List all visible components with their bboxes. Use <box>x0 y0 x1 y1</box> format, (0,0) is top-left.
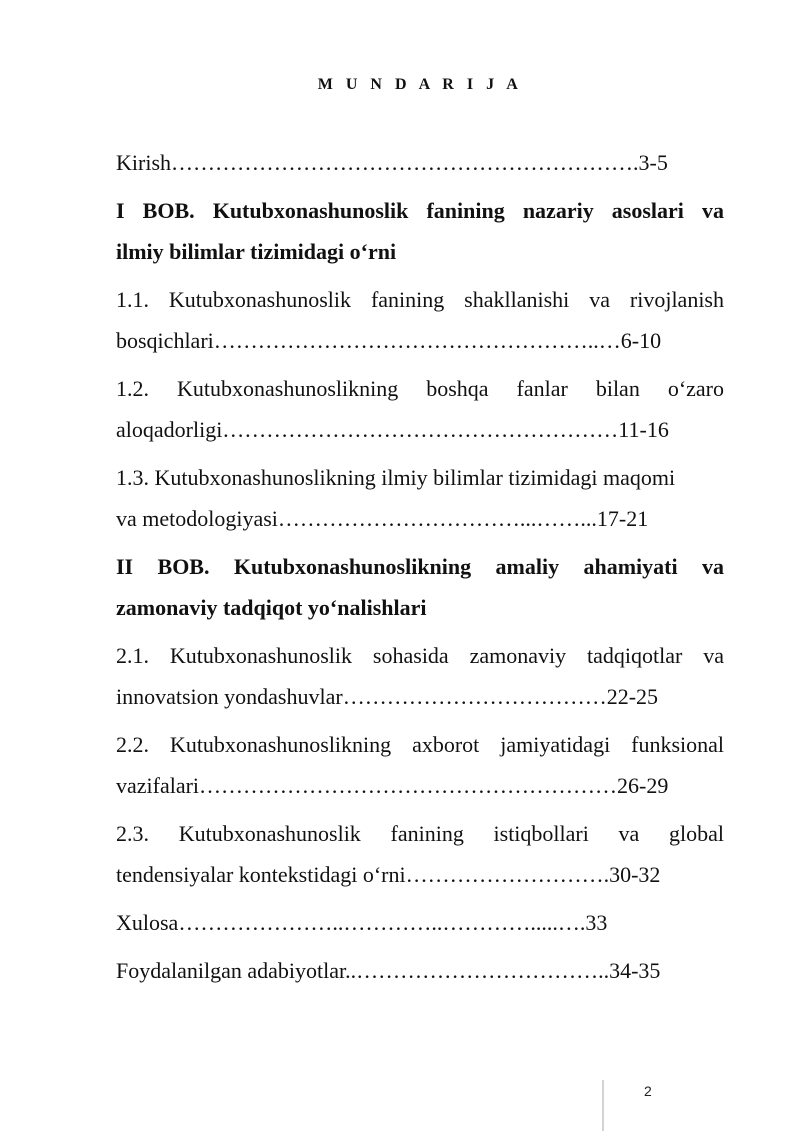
toc-line: 1.3. Kutubxonashunoslikning ilmiy bilimlar tizimidagi maqomi <box>116 465 676 490</box>
table-of-contents <box>116 142 724 998</box>
toc-entry-1-1 <box>116 279 724 361</box>
toc-chapter-1-heading <box>116 190 724 272</box>
toc-line: bosqichlari……………………………………………..…6-10 <box>116 328 662 353</box>
page-title: M U N D A R I J A <box>317 76 523 93</box>
footer-divider <box>602 1080 604 1131</box>
toc-line: tendensiyalar kontekstidagi o‘rni……………………….30-32 <box>116 862 661 887</box>
page-number: 2 <box>644 1083 652 1099</box>
toc-line: II BOB. Kutubxonashunoslikning amaliy ahamiyati va <box>116 554 724 579</box>
toc-line: vazifalari…………………………………………………26-29 <box>116 773 669 798</box>
toc-line: va metodologiyasi……………………………...……...17-21 <box>116 506 649 531</box>
toc-entry-1-2 <box>116 368 724 450</box>
toc-line: 1.2. Kutubxonashunoslikning boshqa fanlar bilan o‘zaro <box>116 376 724 401</box>
toc-chapter-2-heading <box>116 546 724 628</box>
toc-entry-2-3 <box>116 813 724 895</box>
toc-line: Foydalanilgan adabiyotlar..……………………………..34-35 <box>116 958 661 983</box>
toc-line: Xulosa…………………..…………..………….....….33 <box>116 910 608 935</box>
toc-line: aloqadorligi………………………………………………11-16 <box>116 417 669 442</box>
toc-line: 2.1. Kutubxonashunoslik sohasida zamonaviy tadqiqotlar va <box>116 643 724 668</box>
toc-line: 1.1. Kutubxonashunoslik fanining shakllanishi va rivojlanish <box>116 287 724 312</box>
toc-line: innovatsion yondashuvlar………………………………22-25 <box>116 684 659 709</box>
toc-entry-2-2 <box>116 724 724 806</box>
toc-entry-2-1 <box>116 635 724 717</box>
toc-line: 2.3. Kutubxonashunoslik fanining istiqbollari va global <box>116 821 724 846</box>
toc-entry-1-3 <box>116 457 724 539</box>
toc-line: zamonaviy tadqiqot yo‘nalishlari <box>116 595 427 620</box>
toc-entry-introduction <box>116 142 724 183</box>
toc-line: 2.2. Kutubxonashunoslikning axborot jamiyatidagi funksional <box>116 732 724 757</box>
toc-line: I BOB. Kutubxonashunoslik fanining nazariy asoslari va <box>116 198 724 223</box>
toc-entry-conclusion <box>116 902 724 943</box>
toc-entry-references <box>116 950 724 991</box>
toc-line: ilmiy bilimlar tizimidagi o‘rni <box>116 239 397 264</box>
toc-line: Kirish……………………………………………………….3-5 <box>116 150 668 175</box>
